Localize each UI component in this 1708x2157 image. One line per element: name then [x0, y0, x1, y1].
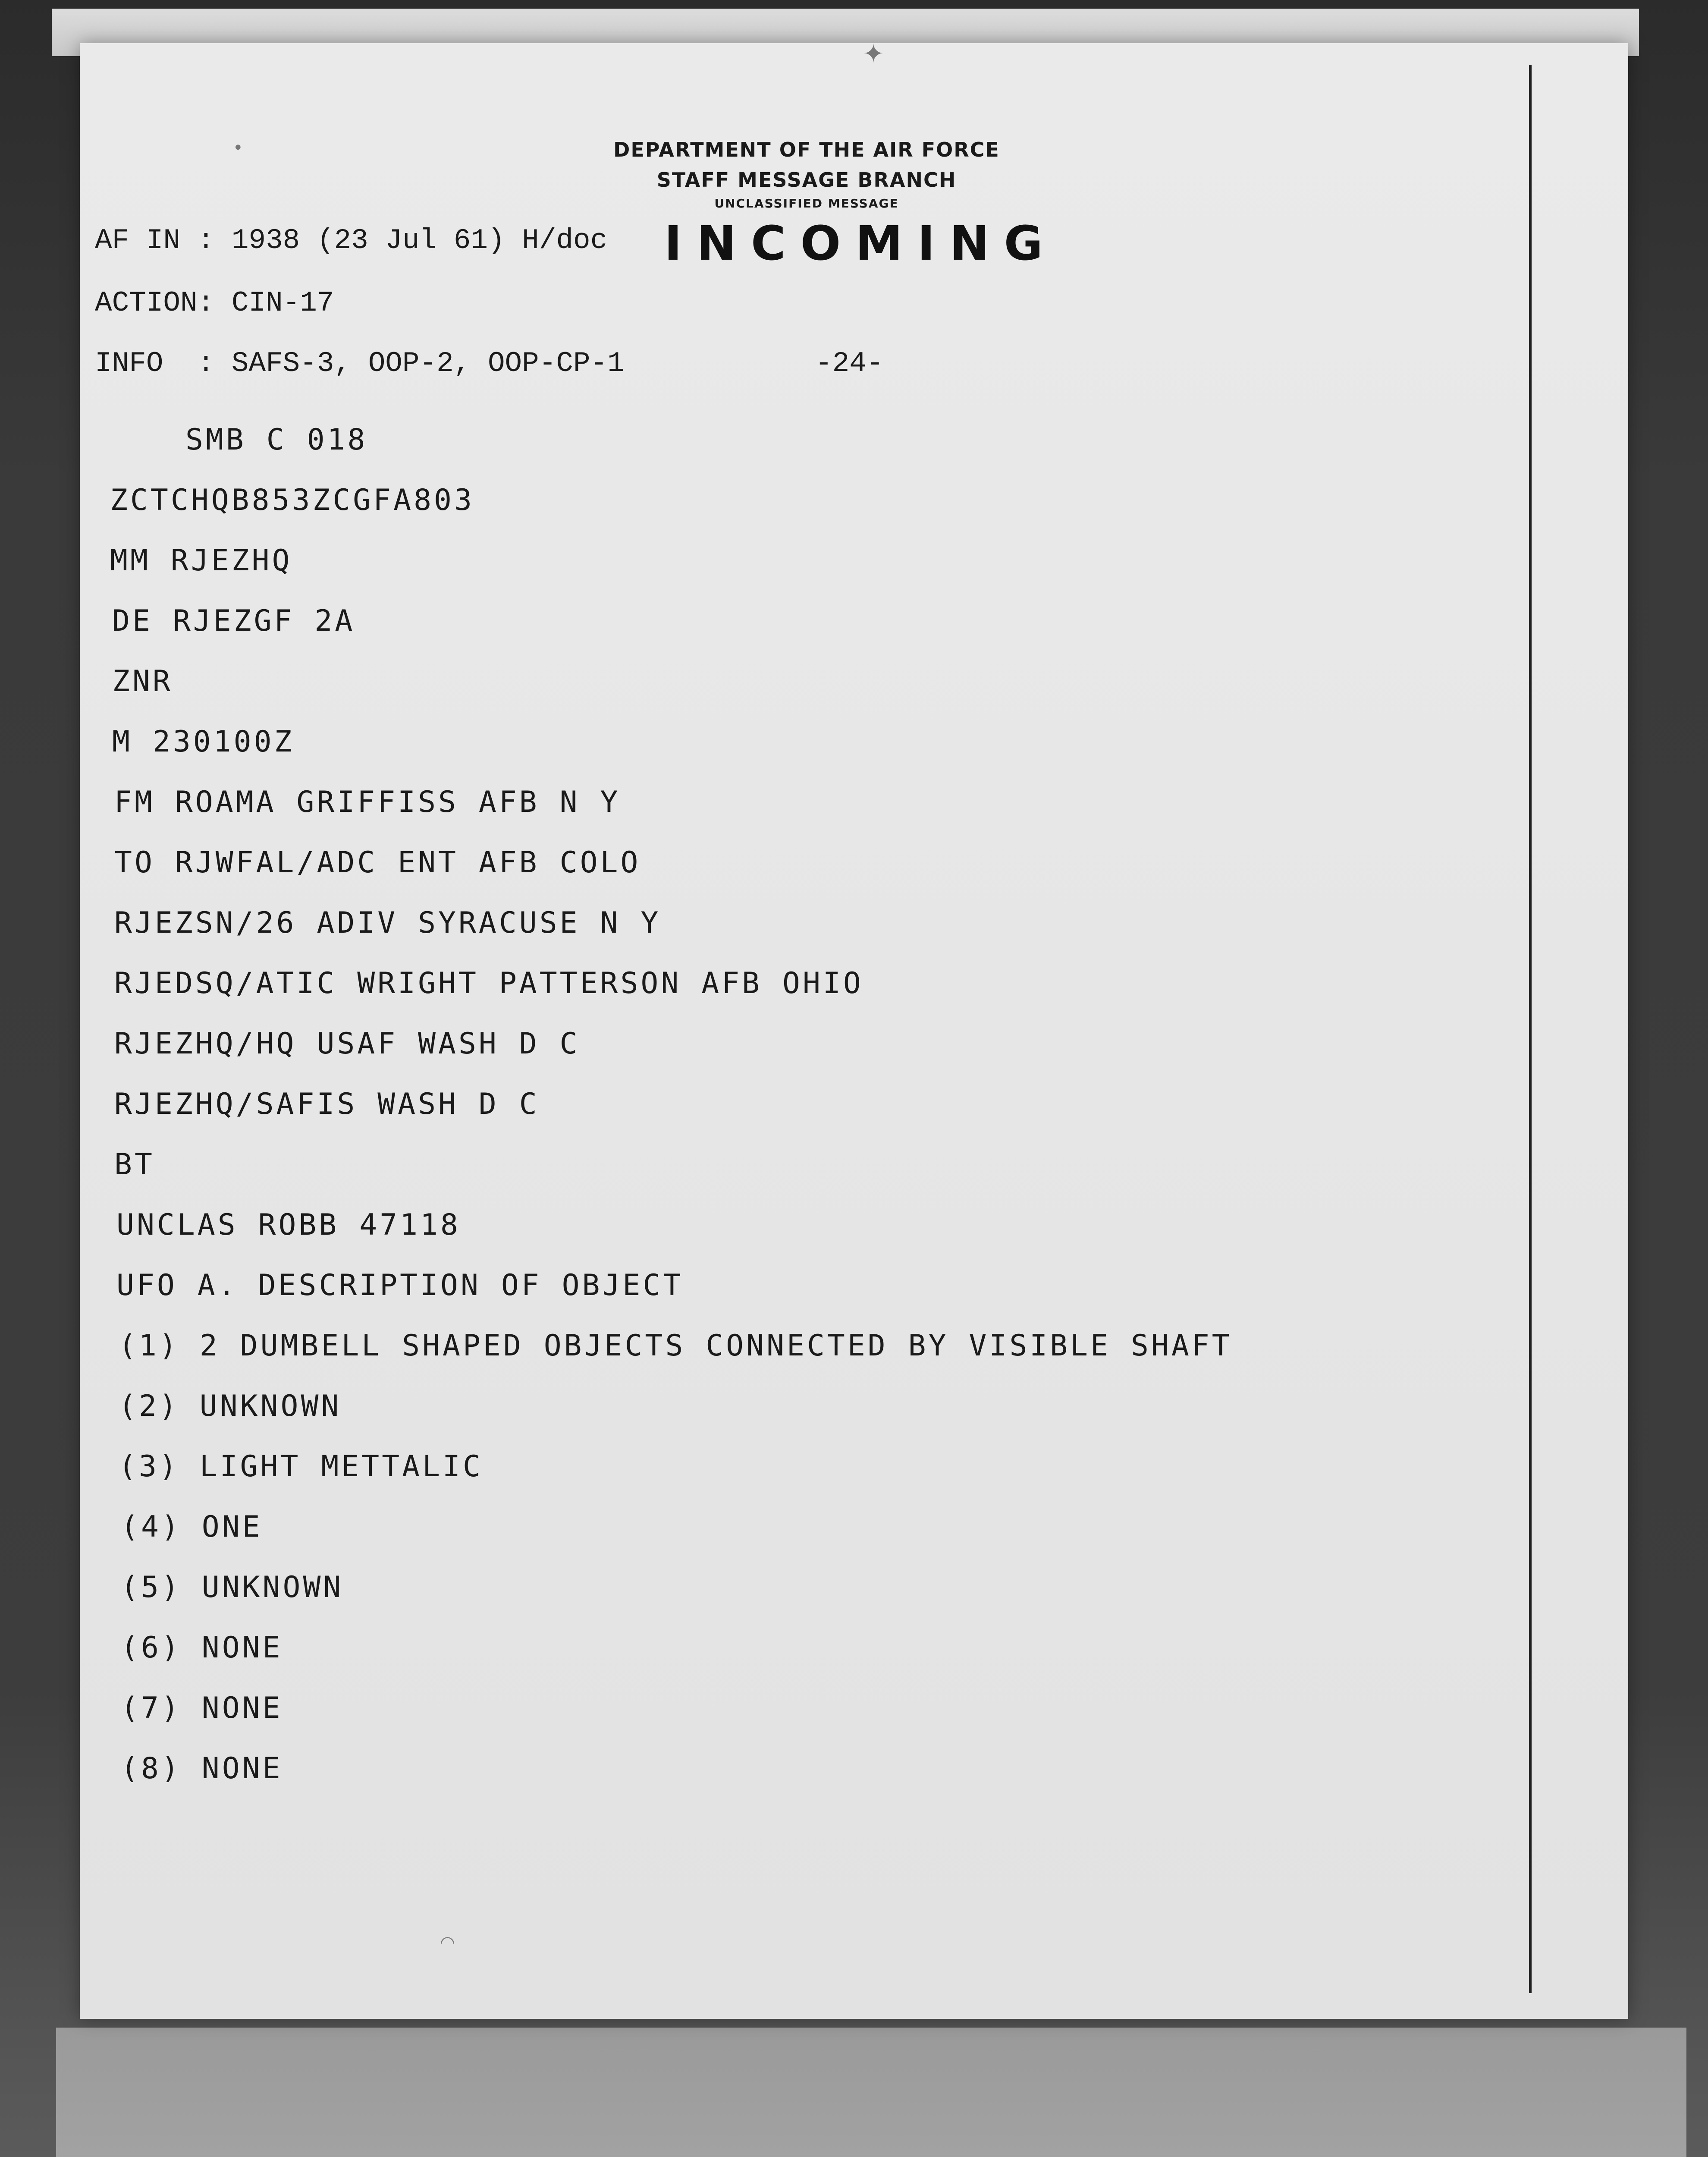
message-line: UFO A. DESCRIPTION OF OBJECT	[116, 1268, 684, 1302]
scan-speck: ◠	[440, 1933, 455, 1953]
action-line: ACTION: CIN-17	[95, 287, 334, 319]
message-line: BT	[114, 1148, 155, 1182]
message-line: UNCLAS ROBB 47118	[116, 1208, 461, 1242]
scan-speck: ✦	[863, 39, 885, 69]
message-line: (5) UNKNOWN	[121, 1570, 344, 1604]
message-line: ZCTCHQB853ZCGFA803	[110, 483, 474, 517]
message-line: ZNR	[112, 664, 173, 698]
message-line: RJEZHQ/HQ USAF WASH D C	[114, 1027, 580, 1061]
message-line: MM RJEZHQ	[110, 544, 292, 578]
info-line: INFO : SAFS-3, OOP-2, OOP-CP-1	[95, 347, 625, 380]
right-margin-rule	[1529, 65, 1532, 1993]
message-line: (8) NONE	[121, 1751, 283, 1786]
message-line: (6) NONE	[121, 1631, 283, 1665]
message-line: (7) NONE	[121, 1691, 283, 1725]
incoming-stamp: INCOMING	[664, 216, 1058, 271]
header-department: DEPARTMENT OF THE AIR FORCE	[613, 138, 1000, 161]
message-line: (4) ONE	[121, 1510, 263, 1544]
header-classification: UNCLASSIFIED MESSAGE	[714, 196, 899, 211]
page-marker: -24-	[815, 347, 884, 380]
header-branch: STAFF MESSAGE BRANCH	[656, 168, 957, 192]
message-line: M 230100Z	[112, 725, 295, 759]
message-line: (2) UNKNOWN	[119, 1389, 342, 1423]
message-line: TO RJWFAL/ADC ENT AFB COLO	[114, 846, 641, 880]
message-line: SMB C 018	[185, 423, 368, 457]
message-line: RJEZHQ/SAFIS WASH D C	[114, 1087, 540, 1121]
message-line: RJEZSN/26 ADIV SYRACUSE N Y	[114, 906, 661, 940]
scan-speck: •	[233, 138, 243, 158]
message-line: (1) 2 DUMBELL SHAPED OBJECTS CONNECTED BY VISIBLE SHAFT	[119, 1329, 1232, 1363]
message-line: RJEDSQ/ATIC WRIGHT PATTERSON AFB OHIO	[114, 966, 863, 1000]
message-line: FM ROAMA GRIFFISS AFB N Y	[114, 785, 621, 819]
message-line: DE RJEZGF 2A	[112, 604, 355, 638]
af-in-line: AF IN : 1938 (23 Jul 61) H/doc	[95, 224, 608, 257]
underlying-sheet	[56, 2028, 1686, 2157]
message-line: (3) LIGHT METTALIC	[119, 1450, 483, 1484]
